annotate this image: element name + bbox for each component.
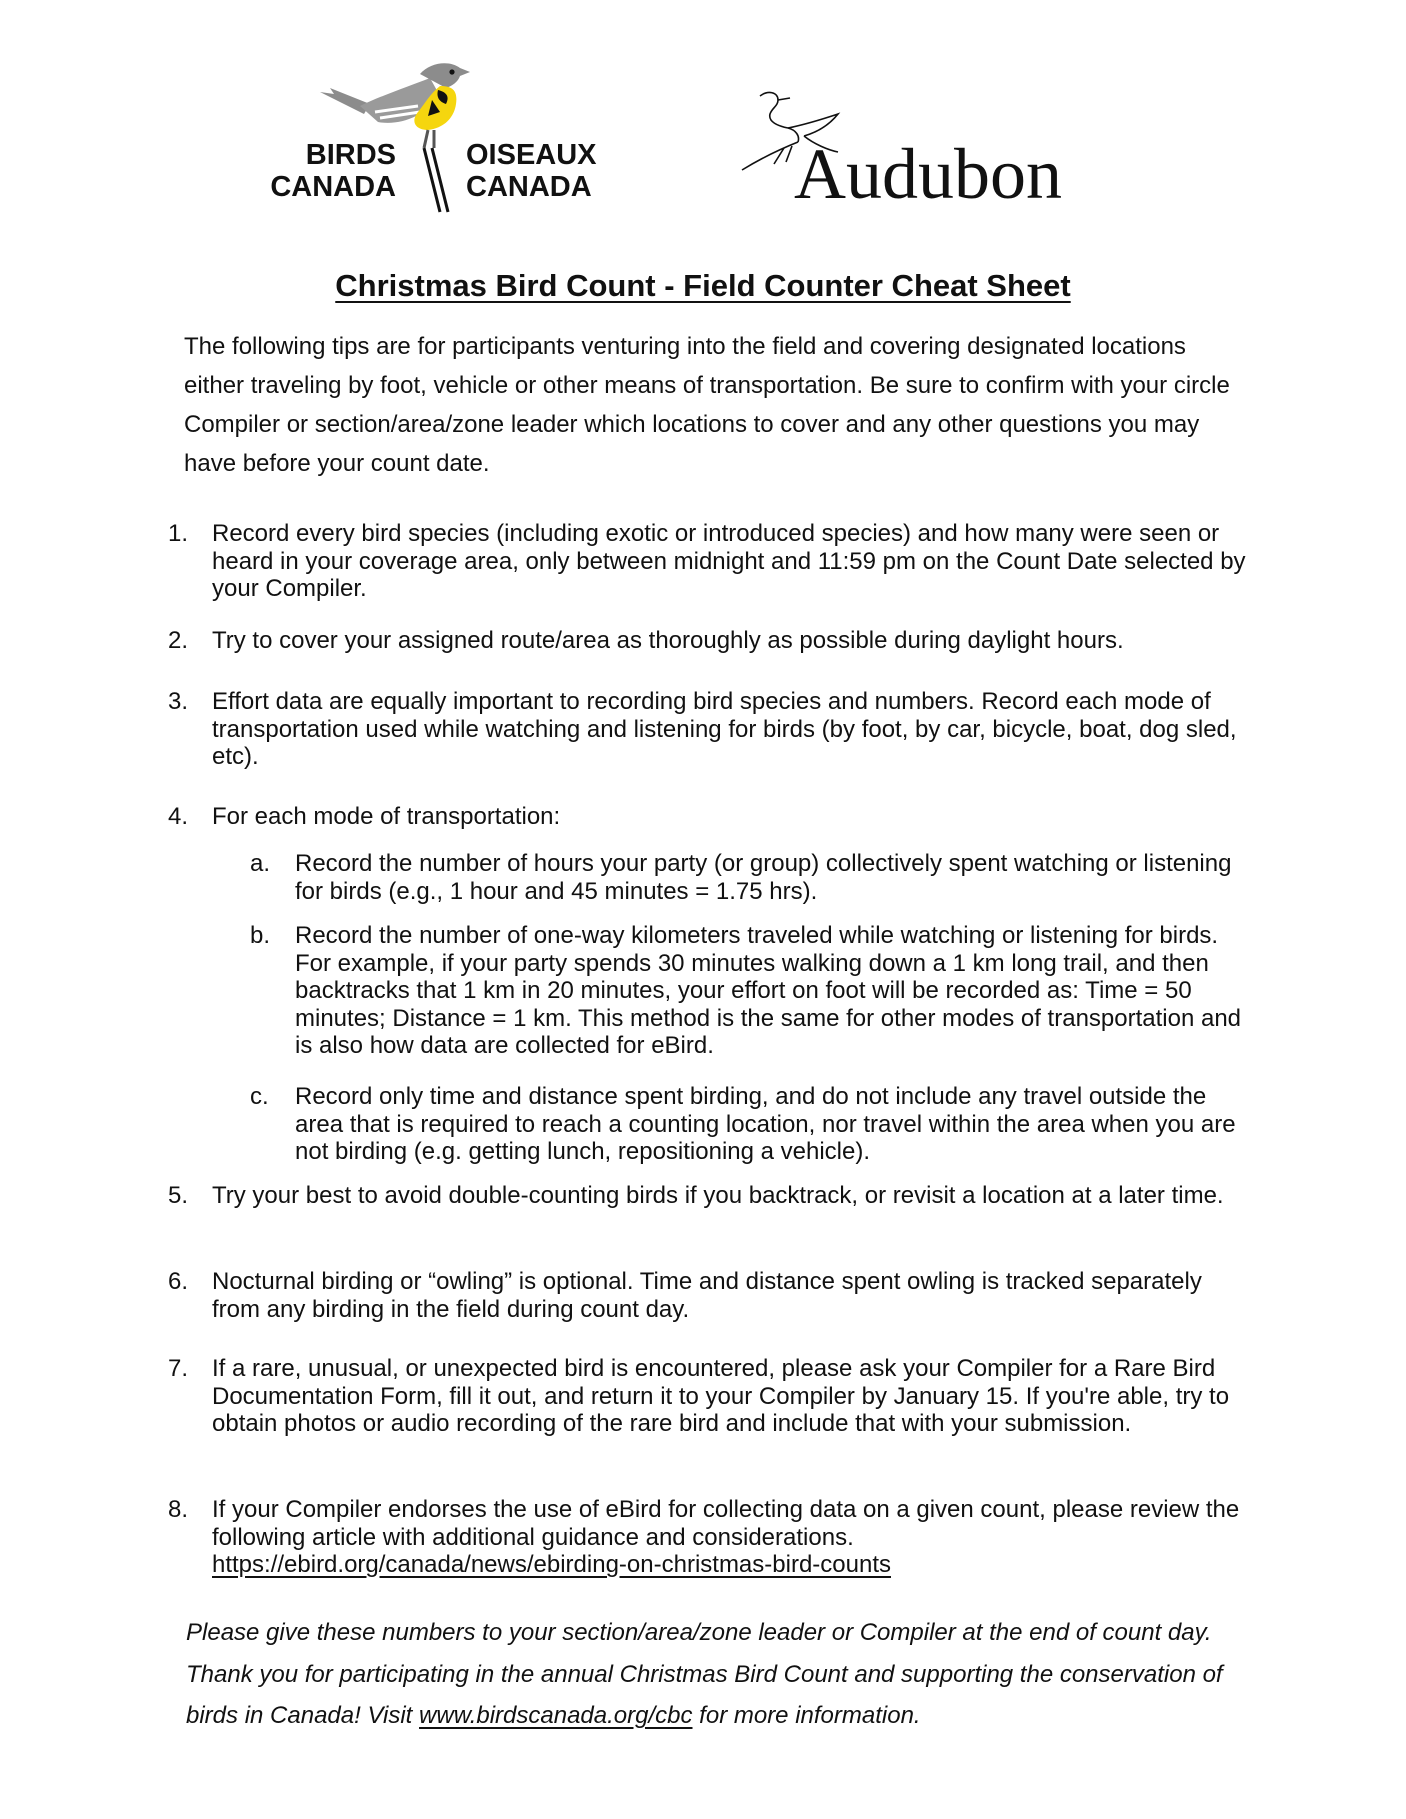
sub-list-letter: a. (250, 850, 271, 877)
sub-list-letter: c. (250, 1083, 269, 1110)
closing-text-after: for more information. (699, 1702, 921, 1729)
list-text: Try your best to avoid double-counting birds if you backtrack, or revisit a location at a later time. (212, 1182, 1224, 1209)
canada-text-right: CANADA (466, 171, 592, 203)
list-text: Effort data are equally important to recording bird species and numbers. Record each mode of transportation used while watching and listening for birds (by foot, by car, bicycle, boat, dog sled, etc). (212, 688, 1237, 770)
list-text: If a rare, unusual, or unexpected bird is encountered, please ask your Compiler for a Rare Bird Documentation Form, fill it out, and return it to your Compiler by January 15. If you're able, try to obtain photos or audio recording of the rare bird and include that with your submission. (212, 1355, 1230, 1437)
sub-list-letter: b. (250, 922, 271, 949)
list-number: 8. (168, 1496, 189, 1523)
list-number: 5. (168, 1182, 189, 1209)
sub-list-text: Record the number of one-way kilometers traveled while watching or listening for birds. For example, if your party spends 30 minutes walking down a 1 km long trail, and then backtracks that 1 km in 20 minutes, your effort on foot will be recorded as: Time = 50 minutes; Distance = 1 km. This method is the same for other modes of transportation and is also how data are collected for eBird. (295, 922, 1242, 1059)
intro-paragraph: The following tips are for participants venturing into the field and covering designated locations either traveling by foot, vehicle or other means of transportation. Be sure to confirm with your circle Compiler or section/area/zone leader which locations to cover and any other questions you may have before your count date. (184, 333, 1230, 477)
list-number: 3. (168, 688, 189, 715)
list-number: 2. (168, 627, 189, 654)
list-text: For each mode of transportation: (212, 803, 561, 830)
page-title-text: Christmas Bird Count - Field Counter Cheat Sheet (335, 268, 1071, 303)
birdscanada-cbc-link[interactable]: www.birdscanada.org/cbc (419, 1702, 693, 1729)
closing-text-before: Please give these numbers to your section/area/zone leader or Compiler at the end of count day. Thank you for participating in the annual Christmas Bird Count and supporting the conservation of birds in Canada! Visit (186, 1619, 1223, 1729)
list-number: 7. (168, 1355, 189, 1382)
list-text: Nocturnal birding or “owling” is optional. Time and distance spent owling is tracked separately from any birding in the field during count day. (212, 1268, 1202, 1323)
ebird-article-link[interactable]: https://ebird.org/canada/news/ebirding-on-christmas-bird-counts (212, 1551, 891, 1578)
header-logos (0, 0, 1406, 250)
list-number: 4. (168, 803, 189, 830)
birds-text: BIRDS (305, 139, 396, 171)
birds-canada-logo (270, 56, 620, 216)
audubon-wordmark: Audubon (794, 134, 1062, 214)
sub-list-text: Record the number of hours your party (or group) collectively spent watching or listening for birds (e.g., 1 hour and 45 minutes = 1.75 hrs). (295, 850, 1232, 905)
list-text: Record every bird species (including exotic or introduced species) and how many were seen or heard in your coverage area, only between midnight and 11:59 pm on the Count Date selected by your Compiler. (212, 520, 1246, 602)
list-text: Try to cover your assigned route/area as thoroughly as possible during daylight hours. (212, 627, 1124, 654)
oiseaux-text: OISEAUX (466, 139, 597, 171)
list-number: 6. (168, 1268, 189, 1295)
canada-text-left: CANADA (270, 171, 396, 203)
list-text (212, 1496, 1248, 1579)
list-text-body: If your Compiler endorses the use of eBird for collecting data on a given count, please review the following article with additional guidance and considerations. (212, 1496, 1240, 1551)
list-number: 1. (168, 520, 189, 547)
page-title (0, 266, 1406, 306)
audubon-logo (738, 88, 1098, 214)
closing-paragraph (186, 1612, 1246, 1737)
sub-list-text: Record only time and distance spent birding, and do not include any travel outside the area that is required to reach a counting location, nor travel within the area when you are not birding (e.g. getting lunch, repositioning a vehicle). (295, 1083, 1236, 1165)
